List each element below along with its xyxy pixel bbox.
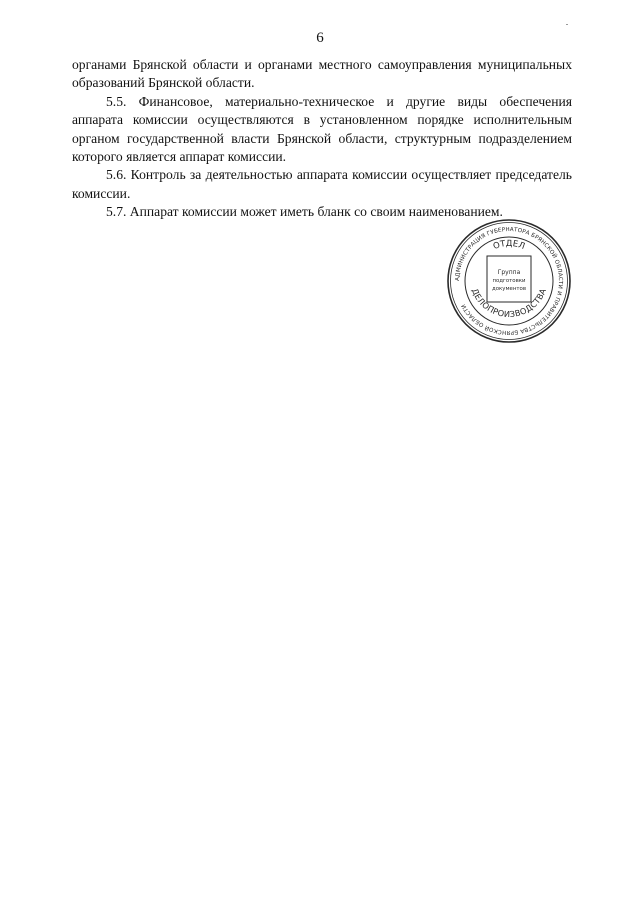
stamp-outer-ring-text: АДМИНИСТРАЦИЯ ГУБЕРНАТОРА БРЯНСКОЙ ОБЛАСТИ И ПРАВИТЕЛЬСТВА БРЯНСКОЙ ОБЛАСТИ xyxy=(454,226,564,336)
stamp-top-word xyxy=(492,239,526,252)
stamp-center-line-2: подготовки xyxy=(492,278,526,284)
scan-speck xyxy=(566,24,568,25)
stamp-top-word-path: ОТДЕЛ xyxy=(491,238,527,252)
stamp-center-line-3: документов xyxy=(492,286,526,292)
official-stamp xyxy=(446,218,572,344)
paragraph-continuation: органами Брянской области и органами местного самоуправления муниципальных образований Брянской области. xyxy=(72,57,572,91)
stamp-seal-svg xyxy=(446,218,572,344)
stamp-center-line-1: Группа xyxy=(497,269,521,276)
paragraph-5-7: 5.7. Аппарат комиссии может иметь бланк со своим наименованием. xyxy=(106,204,503,220)
page-number: 6 xyxy=(316,30,324,46)
document-body xyxy=(72,56,572,222)
paragraph-5-6: 5.6. Контроль за деятельностью аппарата комиссии осуществляет председатель комиссии. xyxy=(72,167,572,201)
stamp-bottom-word-path: ДЕЛОПРОИЗВОДСТВА xyxy=(469,286,549,320)
paragraph-5-5: 5.5. Финансовое, материально-техническое и другие виды обеспечения аппарата комиссии осуществляются в установленном порядке исполнительным органом государственной власти Брянской области, структурным подразделением которого является аппарат комиссии. xyxy=(72,93,572,165)
